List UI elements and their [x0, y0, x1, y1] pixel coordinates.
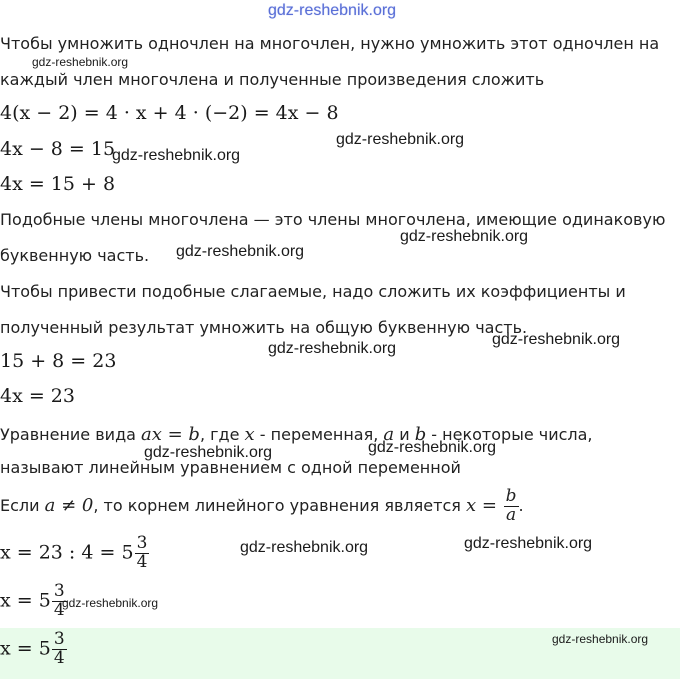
math-calc — [0, 535, 149, 572]
watermark: gdz-reshebnik.org — [492, 331, 621, 348]
result-prefix: x = 5 — [0, 637, 51, 660]
fraction-numerator: 3 — [53, 581, 65, 601]
watermark: gdz-reshebnik.org — [62, 596, 159, 610]
watermark: gdz-reshebnik.org — [176, 243, 305, 260]
math-answer — [0, 631, 67, 668]
fraction-denominator: a — [504, 506, 519, 525]
math-step5: 4x = 23 — [0, 385, 75, 407]
linear-def-line2: называют линейным уравнением с одной переменной — [0, 458, 461, 477]
text-part: и — [394, 425, 415, 444]
fraction-numerator: b — [505, 486, 517, 506]
watermark: gdz-reshebnik.org — [144, 444, 273, 461]
calc-prefix: x = 23 : 4 = 5 — [0, 541, 134, 564]
rule2-line1: Чтобы привести подобные слагаемые, надо сложить их коэффициенты и — [0, 282, 626, 301]
watermark: gdz-reshebnik.org — [400, 228, 529, 245]
watermark: gdz-reshebnik.org — [268, 340, 397, 357]
root-rule — [0, 488, 524, 525]
mixed-fraction — [52, 631, 67, 668]
watermark: gdz-reshebnik.org — [336, 131, 465, 148]
text-part: - некоторые числа, — [426, 425, 593, 444]
watermark: gdz-reshebnik.org — [240, 539, 369, 556]
var-b: b — [414, 424, 427, 445]
top-watermark: gdz-reshebnik.org — [268, 2, 397, 19]
fraction-denominator: 4 — [53, 647, 65, 668]
watermark: gdz-reshebnik.org — [32, 55, 129, 69]
fraction-b-over-a — [504, 488, 519, 525]
definition-line1: Подобные члены многочлена — это члены многочлена, имеющие одинаковую — [0, 210, 666, 229]
watermark: gdz-reshebnik.org — [464, 535, 593, 552]
rule1-line1: Чтобы умножить одночлен на многочлен, нужно умножить этот одночлен на — [0, 34, 660, 53]
watermark: gdz-reshebnik.org — [112, 147, 241, 164]
text-part: , где — [199, 425, 245, 444]
text-part: - переменная, — [254, 425, 384, 444]
text-part: . — [518, 495, 524, 515]
fraction-denominator: 4 — [53, 599, 65, 620]
math-step3: 4x = 15 + 8 — [0, 173, 116, 195]
rule1-line2: каждый член многочлена и полученные произведения сложить — [0, 70, 545, 89]
var-a: a — [383, 424, 395, 445]
watermark: gdz-reshebnik.org — [552, 632, 649, 646]
definition-line2: буквенную часть. — [0, 246, 150, 265]
formula-x-eq: x = — [465, 494, 503, 516]
text-part: Если — [0, 495, 45, 515]
var-x: x — [244, 424, 255, 445]
math-result1 — [0, 583, 67, 620]
fraction-denominator: 4 — [136, 551, 148, 572]
math-step1: 4(x − 2) = 4 · x + 4 · (−2) = 4x − 8 — [0, 102, 339, 124]
math-step4: 15 + 8 = 23 — [0, 350, 117, 372]
linear-def-line1 — [0, 424, 593, 445]
fraction-numerator: 3 — [136, 533, 148, 553]
math-step2: 4x − 8 = 15 — [0, 138, 116, 160]
formula-ax-b: ax = b — [141, 424, 200, 445]
watermark: gdz-reshebnik.org — [368, 439, 497, 456]
mixed-fraction — [135, 535, 150, 572]
fraction-numerator: 3 — [53, 629, 65, 649]
result-prefix: x = 5 — [0, 589, 51, 612]
rule2-line2: полученный результат умножить на общую буквенную часть. — [0, 318, 528, 337]
text-part: Уравнение вида — [0, 425, 142, 444]
formula-a-neq-0: a ≠ 0 — [44, 494, 94, 516]
text-part: , то корнем линейного уравнения является — [93, 495, 466, 515]
